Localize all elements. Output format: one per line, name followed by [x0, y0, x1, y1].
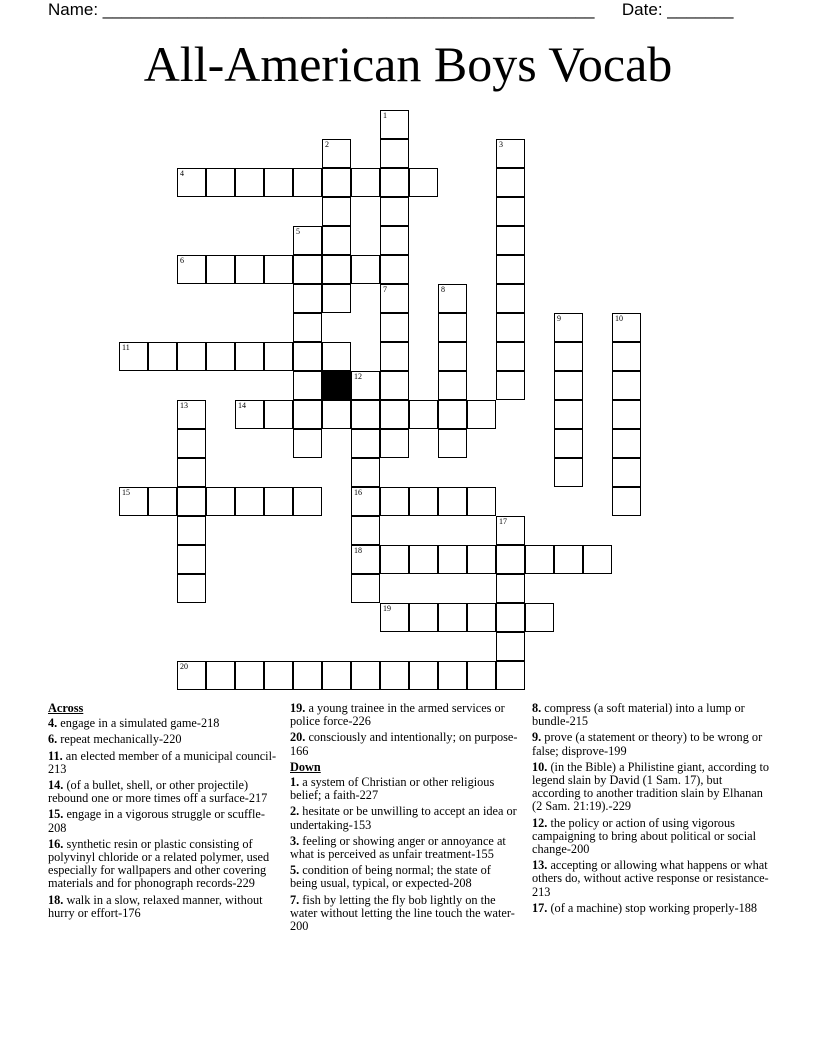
clue-item-text: synthetic resin or plastic consisting of polyvinyl chloride or a related polymer, used especially for wallpapers and other covering materials and for phonograph records-229: [48, 836, 270, 891]
clue-item-number: 8.: [532, 701, 542, 715]
grid-cell[interactable]: [496, 574, 525, 603]
grid-cell[interactable]: [264, 168, 293, 197]
grid-cell[interactable]: [351, 255, 380, 284]
grid-cell[interactable]: [148, 487, 177, 516]
clue-item-number: 9.: [532, 730, 542, 745]
clue-item-number: 4.: [48, 716, 58, 731]
grid-cell[interactable]: [293, 226, 322, 255]
clue-item-text: (in the Bible) a Philistine giant, according to legend slain by David (1 Sam. 17), but according to another tradition slain by Elhanan (2 Sam. 21:19).-229: [532, 759, 770, 814]
grid-cell[interactable]: [293, 168, 322, 197]
page-title: All-American Boys Vocab: [143, 36, 673, 92]
grid-cell[interactable]: [496, 342, 525, 371]
grid-cell[interactable]: [235, 487, 264, 516]
clue-item: [48, 808, 280, 834]
clue-item: [290, 702, 520, 728]
grid-cell[interactable]: [496, 197, 525, 226]
clue-item-text: a system of Christian or other religious belief; a faith-227: [290, 775, 495, 803]
grid-cell[interactable]: [351, 371, 380, 400]
clue-number: 9: [557, 314, 561, 323]
clue-number: 11: [122, 343, 130, 352]
grid-cell[interactable]: [380, 545, 409, 574]
grid-cell[interactable]: [322, 342, 351, 371]
across-clue-list: [48, 717, 280, 920]
down-clue-list-continued: [532, 702, 772, 915]
grid-cell[interactable]: [264, 661, 293, 690]
grid-cell[interactable]: [612, 458, 641, 487]
grid-cell[interactable]: [467, 400, 496, 429]
clue-item: [532, 731, 772, 757]
grid-cell[interactable]: [322, 255, 351, 284]
grid-cell[interactable]: [235, 661, 264, 690]
grid-cell[interactable]: [351, 429, 380, 458]
clue-column-3: [532, 702, 772, 918]
grid-cell[interactable]: [119, 487, 148, 516]
clue-item-text: a young trainee in the armed services or police force-226: [290, 701, 505, 729]
clue-item-number: 13.: [532, 858, 548, 873]
clue-item-text: walk in a slow, relaxed manner, without hurry or effort-176: [48, 892, 263, 920]
grid-cell[interactable]: [177, 400, 206, 429]
date-label: Date:: [621, 0, 668, 19]
grid-cell[interactable]: [351, 400, 380, 429]
clue-item-text: (of a machine) stop working properly-188: [547, 900, 758, 915]
grid-cell[interactable]: [264, 487, 293, 516]
grid-cell[interactable]: [293, 429, 322, 458]
grid-cell[interactable]: [380, 226, 409, 255]
grid-cell[interactable]: [612, 313, 641, 342]
clue-item-number: 7.: [290, 892, 300, 907]
clue-item-number: 3.: [290, 833, 300, 848]
grid-cell[interactable]: [206, 487, 235, 516]
clue-number: 2: [325, 140, 329, 149]
grid-cell[interactable]: [351, 516, 380, 545]
grid-cell[interactable]: [322, 226, 351, 255]
grid-cell[interactable]: [148, 342, 177, 371]
grid-cell[interactable]: [554, 400, 583, 429]
grid-cell[interactable]: [438, 400, 467, 429]
name-blank[interactable]: ____________________________________________________: [102, 0, 595, 19]
grid-cell[interactable]: [525, 603, 554, 632]
grid-cell[interactable]: [351, 545, 380, 574]
clue-number: 16: [354, 488, 362, 497]
clue-item-text: repeat mechanically-220: [57, 732, 182, 747]
clue-item: [532, 761, 772, 814]
clue-number: 5: [296, 227, 300, 236]
clue-item: [48, 750, 280, 776]
grid-cell[interactable]: [177, 516, 206, 545]
grid-cell[interactable]: [612, 342, 641, 371]
grid-cell[interactable]: [177, 342, 206, 371]
grid-cell[interactable]: [177, 429, 206, 458]
clue-item-text: condition of being normal; the state of being usual, typical, or expected-208: [290, 863, 491, 891]
grid-cell[interactable]: [380, 371, 409, 400]
clue-item-number: 2.: [290, 804, 300, 819]
grid-cell[interactable]: [496, 284, 525, 313]
grid-cell[interactable]: [380, 255, 409, 284]
clue-item-number: 6.: [48, 732, 58, 747]
grid-cell[interactable]: [438, 371, 467, 400]
grid-cell[interactable]: [438, 429, 467, 458]
grid-cell[interactable]: [467, 603, 496, 632]
grid-cell[interactable]: [351, 168, 380, 197]
clue-column-1: [48, 702, 280, 923]
date-blank[interactable]: _______: [667, 0, 734, 19]
grid-cell[interactable]: [438, 284, 467, 313]
clue-item-text: prove (a statement or theory) to be wrong or false; disprove-199: [532, 730, 763, 758]
grid-cell[interactable]: [409, 545, 438, 574]
grid-cell[interactable]: [322, 284, 351, 313]
grid-cell[interactable]: [554, 313, 583, 342]
grid-cell[interactable]: [380, 313, 409, 342]
clue-number: 6: [180, 256, 184, 265]
grid-cell[interactable]: [177, 487, 206, 516]
grid-cell[interactable]: [467, 487, 496, 516]
grid-cell[interactable]: [496, 603, 525, 632]
grid-cell[interactable]: [583, 545, 612, 574]
clue-item-number: 17.: [532, 900, 548, 915]
clue-item-text: consciously and intentionally; on purpose-166: [290, 730, 518, 758]
down-heading: Down: [290, 759, 321, 774]
grid-cell[interactable]: [496, 255, 525, 284]
grid-cell[interactable]: [409, 603, 438, 632]
clue-item: [48, 779, 280, 805]
grid-cell[interactable]: [496, 545, 525, 574]
clue-item: [290, 805, 520, 831]
clue-number: 13: [180, 401, 188, 410]
grid-cell[interactable]: [322, 168, 351, 197]
grid-cell[interactable]: [206, 255, 235, 284]
grid-cell[interactable]: [496, 632, 525, 661]
grid-cell[interactable]: [293, 487, 322, 516]
clue-item-text: (of a bullet, shell, or other projectile) rebound one or more times off a surface-217: [48, 778, 268, 806]
grid-cell[interactable]: [206, 168, 235, 197]
grid-cell[interactable]: [177, 545, 206, 574]
clue-number: 3: [499, 140, 503, 149]
grid-cell[interactable]: [612, 487, 641, 516]
clue-item-number: 11.: [48, 748, 63, 763]
clue-number: 1: [383, 111, 387, 120]
clue-item: [48, 717, 280, 730]
clue-item-text: compress (a soft material) into a lump or bundle-215: [532, 701, 745, 729]
clue-item: [290, 776, 520, 802]
down-clue-list: [290, 776, 520, 933]
grid-cell[interactable]: [380, 661, 409, 690]
clue-item-text: the policy or action of using vigorous campaigning to bring about political or social change-200: [532, 815, 757, 857]
grid-cell[interactable]: [177, 661, 206, 690]
grid-cell[interactable]: [496, 661, 525, 690]
clue-item: [48, 733, 280, 746]
grid-cell[interactable]: [438, 313, 467, 342]
grid-cell[interactable]: [554, 342, 583, 371]
clue-item-text: engage in a vigorous struggle or scuffle-208: [48, 807, 265, 835]
grid-cell[interactable]: [612, 400, 641, 429]
grid-cell[interactable]: [554, 371, 583, 400]
clue-item: [532, 859, 772, 899]
grid-cell[interactable]: [206, 661, 235, 690]
clue-number: 10: [615, 314, 623, 323]
grid-cell[interactable]: [438, 342, 467, 371]
clue-item: [290, 835, 520, 861]
clue-number: 20: [180, 662, 188, 671]
grid-cell[interactable]: [351, 458, 380, 487]
grid-cell[interactable]: [322, 139, 351, 168]
grid-cell[interactable]: [177, 458, 206, 487]
grid-cell[interactable]: [554, 429, 583, 458]
grid-cell[interactable]: [438, 603, 467, 632]
grid-cell[interactable]: [177, 255, 206, 284]
grid-cell[interactable]: [264, 255, 293, 284]
grid-cell[interactable]: [177, 168, 206, 197]
grid-cell[interactable]: [235, 255, 264, 284]
grid-cell[interactable]: [264, 342, 293, 371]
grid-cell[interactable]: [438, 661, 467, 690]
clue-item: [532, 702, 772, 728]
name-label: Name:: [48, 0, 103, 19]
grid-cell[interactable]: [322, 400, 351, 429]
clue-number: 7: [383, 285, 387, 294]
clue-item-number: 18.: [48, 892, 64, 907]
clue-item-number: 16.: [48, 836, 64, 851]
grid-cell[interactable]: [206, 342, 235, 371]
grid-cell[interactable]: [380, 429, 409, 458]
grid-cell[interactable]: [409, 661, 438, 690]
grid-cell[interactable]: [496, 313, 525, 342]
clue-number: 4: [180, 169, 184, 178]
grid-cell[interactable]: [351, 574, 380, 603]
grid-cell[interactable]: [380, 603, 409, 632]
clue-item-text: engage in a simulated game-218: [57, 716, 220, 731]
grid-cell[interactable]: [525, 545, 554, 574]
grid-cell[interactable]: [496, 139, 525, 168]
clue-item-number: 14.: [48, 778, 64, 793]
clue-number: 12: [354, 372, 362, 381]
grid-cell[interactable]: [177, 574, 206, 603]
grid-cell[interactable]: [496, 516, 525, 545]
clue-item: [48, 838, 280, 891]
clue-item: [532, 817, 772, 857]
grid-cell[interactable]: [322, 661, 351, 690]
grid-cell[interactable]: [293, 400, 322, 429]
grid-cell[interactable]: [409, 400, 438, 429]
clue-item-number: 1.: [290, 775, 300, 790]
black-cell: [322, 371, 351, 400]
grid-cell[interactable]: [438, 545, 467, 574]
grid-cell[interactable]: [380, 400, 409, 429]
grid-cell[interactable]: [293, 661, 322, 690]
clue-number: 17: [499, 517, 507, 526]
clue-item-number: 10.: [532, 759, 548, 774]
clue-item-text: an elected member of a municipal council-213: [48, 748, 277, 776]
grid-cell[interactable]: [380, 284, 409, 313]
clue-number: 18: [354, 546, 362, 555]
grid-cell[interactable]: [380, 168, 409, 197]
grid-cell[interactable]: [235, 400, 264, 429]
clue-number: 15: [122, 488, 130, 497]
grid-cell[interactable]: [235, 168, 264, 197]
grid-cell[interactable]: [293, 342, 322, 371]
grid-cell[interactable]: [409, 487, 438, 516]
grid-cell[interactable]: [380, 487, 409, 516]
grid-cell[interactable]: [322, 197, 351, 226]
grid-cell[interactable]: [235, 342, 264, 371]
grid-cell[interactable]: [380, 197, 409, 226]
across-heading: Across: [48, 701, 84, 715]
grid-cell[interactable]: [380, 110, 409, 139]
clue-item: [290, 864, 520, 890]
grid-cell[interactable]: [438, 487, 467, 516]
clue-item-number: 20.: [290, 730, 306, 745]
grid-cell[interactable]: [293, 255, 322, 284]
clue-item-number: 12.: [532, 815, 548, 830]
grid-cell[interactable]: [380, 139, 409, 168]
clue-item: [532, 902, 772, 915]
grid-cell[interactable]: [119, 342, 148, 371]
grid-cell[interactable]: [409, 168, 438, 197]
clue-number: 19: [383, 604, 391, 613]
grid-cell[interactable]: [496, 371, 525, 400]
clue-item-text: hesitate or be unwilling to accept an idea or undertaking-153: [290, 804, 517, 832]
grid-cell[interactable]: [612, 371, 641, 400]
clue-item-text: fish by letting the fly bob lightly on the water without letting the line touch the water-200: [290, 892, 515, 934]
clue-item-number: 19.: [290, 701, 306, 715]
clue-item-number: 5.: [290, 863, 300, 878]
clue-item-text: feeling or showing anger or annoyance at what is perceived as unfair treatment-155: [290, 833, 506, 862]
grid-cell[interactable]: [467, 661, 496, 690]
clue-number: 8: [441, 285, 445, 294]
grid-cell[interactable]: [612, 429, 641, 458]
clue-item: [290, 731, 520, 757]
grid-cell[interactable]: [293, 371, 322, 400]
grid-cell[interactable]: [554, 458, 583, 487]
clue-column-2: [290, 702, 520, 936]
grid-cell[interactable]: [351, 661, 380, 690]
grid-cell[interactable]: [554, 545, 583, 574]
across-clue-list-continued: [290, 702, 520, 758]
grid-cell[interactable]: [293, 284, 322, 313]
grid-cell[interactable]: [467, 545, 496, 574]
clue-item: [290, 894, 520, 934]
clue-number: 14: [238, 401, 246, 410]
grid-cell[interactable]: [264, 400, 293, 429]
clue-item: [48, 894, 280, 920]
clue-item-number: 15.: [48, 807, 64, 822]
grid-cell[interactable]: [496, 226, 525, 255]
grid-cell[interactable]: [380, 342, 409, 371]
grid-cell[interactable]: [351, 487, 380, 516]
clue-item-text: accepting or allowing what happens or what others do, without active response or resistance-213: [532, 858, 769, 899]
grid-cell[interactable]: [293, 313, 322, 342]
grid-cell[interactable]: [496, 168, 525, 197]
